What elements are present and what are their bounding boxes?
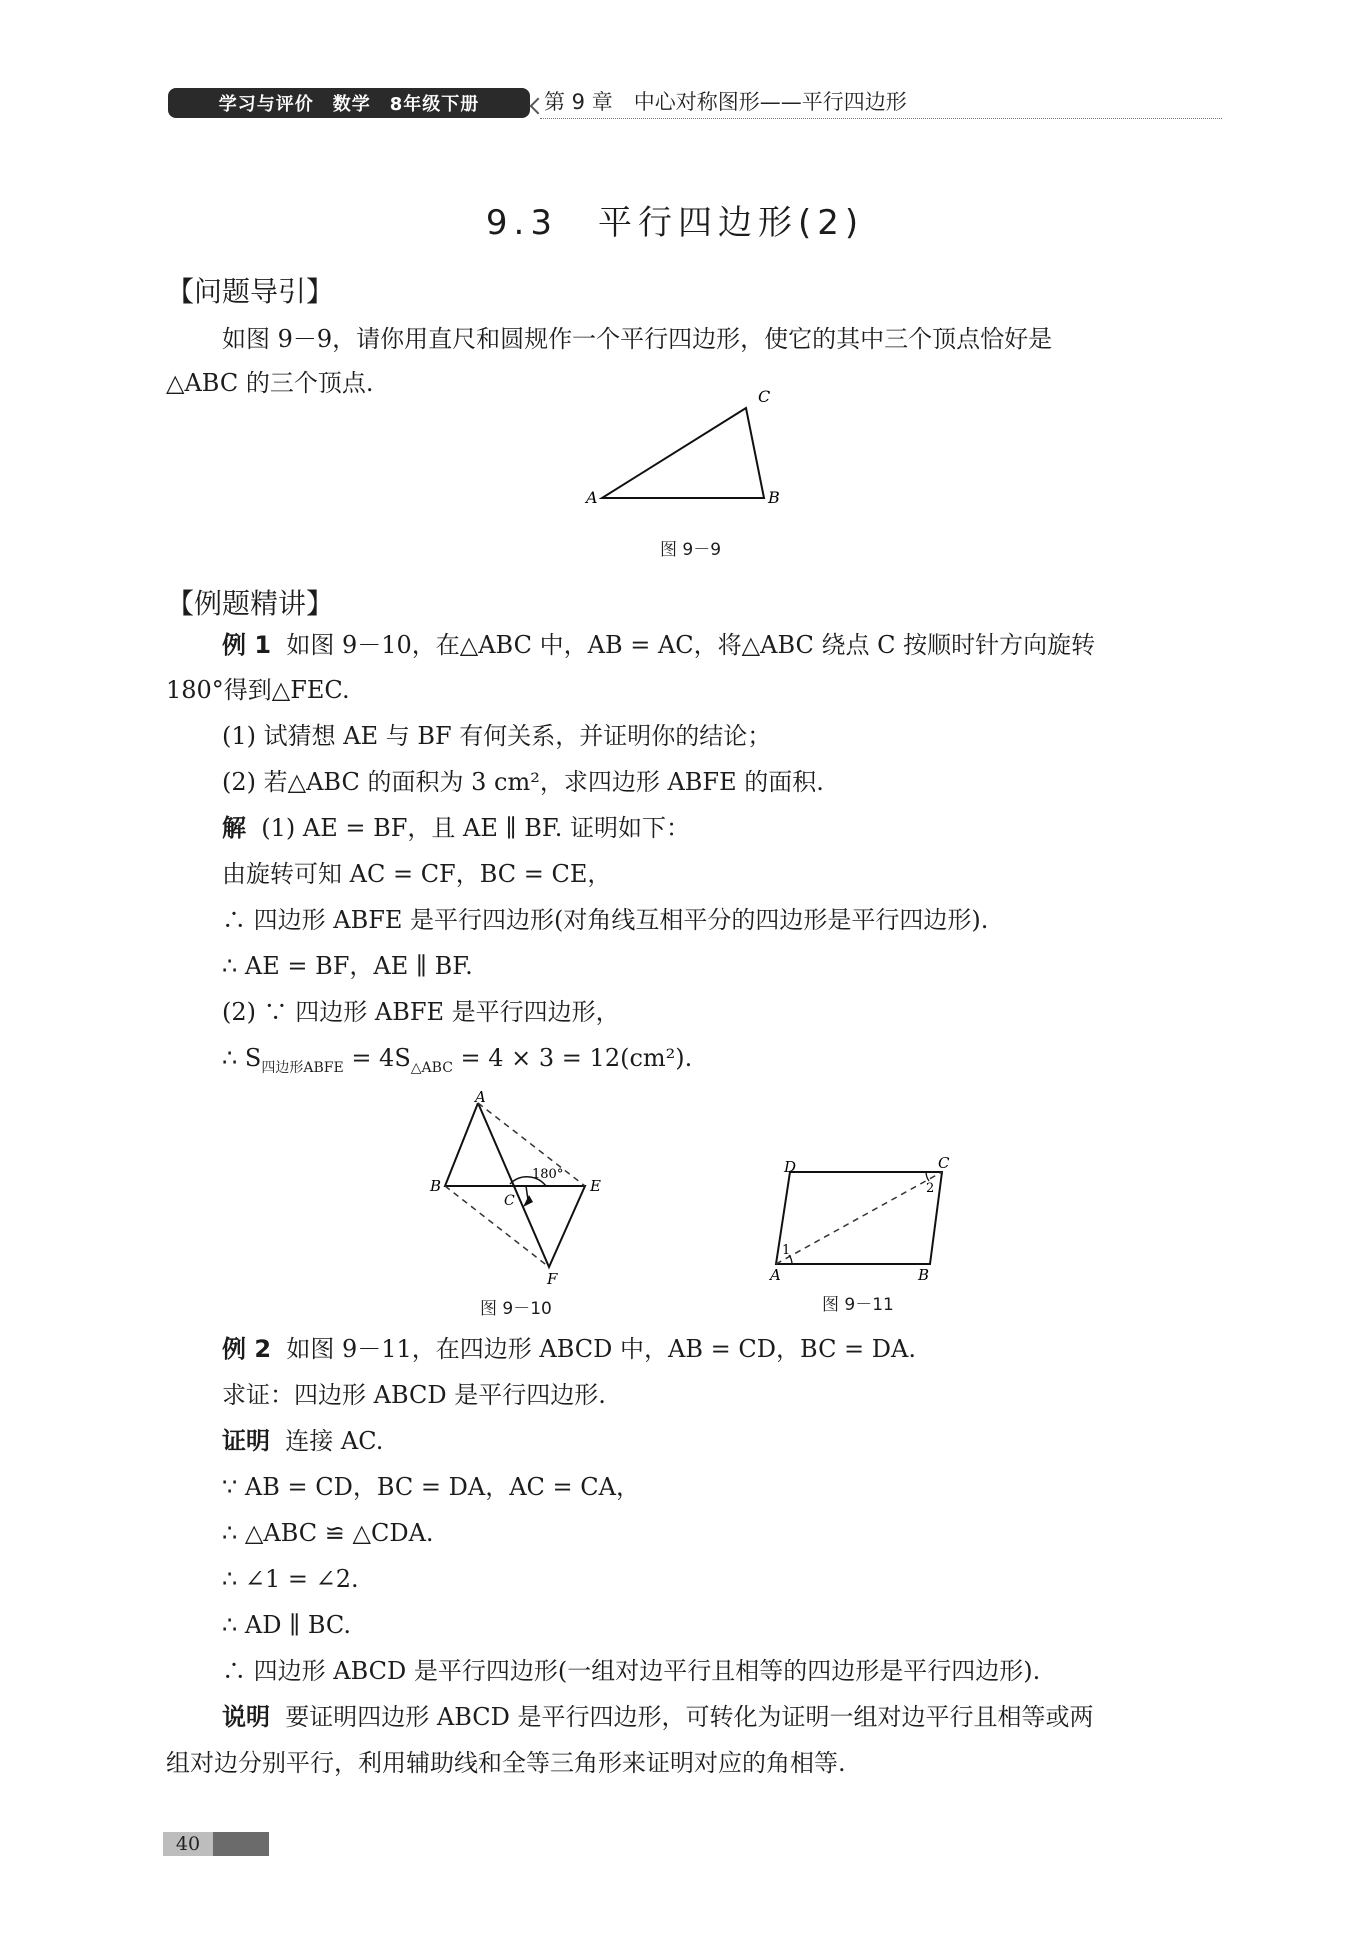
fig910-label-e: E [590,1177,601,1195]
figure-9-9-caption: 图 9－9 [660,540,722,560]
fig911-label-1: 1 [782,1243,791,1258]
ex2-note-line2: 组对边分别平行，利用辅助线和全等三角形来证明对应的角相等. [166,1749,846,1777]
ex2-proof-line4: ∴ AD ∥ BC. [222,1611,352,1639]
ex2-label: 例 2 [222,1335,272,1363]
ex1-solution-line6: ∴ $S_{四边形ABFE} = 4S_{\triangle ABC} = 4 \times 3 = 12(cm^2)$. [222,1044,693,1076]
figure-9-11-caption: 图 9－11 [822,1295,894,1315]
ex1-solution-line2: 由旋转可知 AC = CF，BC = CE， [222,860,612,888]
ex2-note-label: 说明 [222,1703,270,1731]
ex2-proof-line0: 证明 连接 AC. [222,1427,384,1455]
ex2-proof-line1: ∵ AB = CD，BC = DA，AC = CA， [222,1473,640,1501]
fig911-label-c: C [938,1154,950,1172]
page-number: 40 [163,1832,213,1856]
ex1-label: 例 1 [222,631,272,659]
ex1-solution-label: 解 [222,814,246,842]
ex1-question1: (1) 试猜想 AE 与 BF 有何关系，并证明你的结论； [222,722,772,750]
fig99-label-b: B [768,488,780,507]
figure-9-10-caption: 图 9－10 [480,1299,552,1319]
fig911-label-b: B [918,1266,930,1284]
ex2-proof-line2: ∴ △ABC ≌ △CDA. [222,1519,434,1547]
ex1-solution-line4: ∴ AE = BF，AE ∥ BF. [222,952,473,980]
header-book-badge: 学习与评价 数学 8年级下册 [168,88,530,118]
ex2-proof-label: 证明 [222,1427,270,1455]
ex2-line1: 例 2 如图 9－11，在四边形 ABCD 中，AB = CD，BC = DA. [222,1335,916,1363]
ex1-line2: 180°得到△FEC. [166,676,350,704]
fig911-label-a: A [770,1266,781,1284]
fig99-label-c: C [758,387,771,406]
ex1-solution-line5: (2) ∵ 四边形 ABFE 是平行四边形， [222,998,620,1026]
fig910-label-c: C [504,1193,515,1209]
fig99-label-a: A [586,488,598,507]
ex2-proof-line3: ∴ ∠1 = ∠2. [222,1565,359,1593]
fig910-label-b: B [430,1177,442,1195]
section-heading-guide: 【问题导引】 [166,275,335,308]
fig911-label-2: 2 [926,1181,935,1196]
ex2-line2: 求证：四边形 ABCD 是平行四边形. [222,1381,606,1409]
ex1-question2: (2) 若△ABC 的面积为 3 cm²，求四边形 ABFE 的面积. [222,768,824,796]
figure-9-9 [580,384,810,514]
header-chapter: 第 9 章 中心对称图形——平行四边形 [544,90,907,114]
figure-9-11 [760,1148,960,1288]
guide-text-line2: △ABC 的三个顶点. [166,369,374,397]
figure-9-10 [420,1090,620,1290]
guide-text-line1: 如图 9－9，请你用直尺和圆规作一个平行四边形，使它的其中三个顶点恰好是 [222,325,1053,353]
fig910-label-angle: 180° [532,1167,564,1182]
fig911-label-d: D [784,1158,797,1176]
section-heading-examples: 【例题精讲】 [166,587,335,620]
ex1-line1: 例 1 如图 9－10，在△ABC 中，AB = AC，将△ABC 绕点 C 按顺时针方向旋转 [222,631,1096,659]
fig910-label-a: A [475,1090,486,1106]
ex1-solution-line1: 解 (1) AE = BF，且 AE ∥ BF. 证明如下： [222,814,691,842]
page-title: 9.3 平行四边形(2) [485,203,865,243]
header-rule [540,118,1222,119]
fig910-label-f: F [547,1270,558,1288]
ex2-note-line1: 说明 要证明四边形 ABCD 是平行四边形，可转化为证明一组对边平行且相等或两 [222,1703,1094,1731]
ex1-solution-line3: ∴ 四边形 ABFE 是平行四边形(对角线互相平分的四边形是平行四边形). [222,906,989,934]
ex2-proof-line5: ∴ 四边形 ABCD 是平行四边形(一组对边平行且相等的四边形是平行四边形). [222,1657,1041,1685]
